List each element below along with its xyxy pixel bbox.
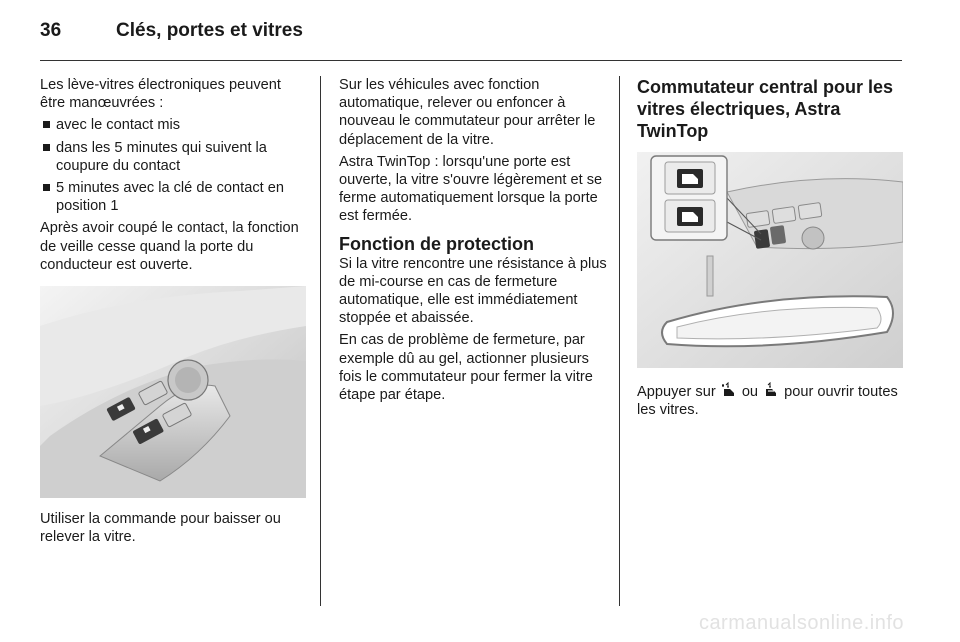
press-text: Appuyer sur (637, 384, 716, 400)
central-switch-illustration (637, 152, 903, 368)
list-item: avec le contact mis (40, 116, 306, 134)
column-1 (40, 76, 306, 550)
twintop-paragraph: Astra TwinTop : lorsqu'une porte est ouverte, la vitre s'ouvre légèrement et se ferme automatiquement lorsque la porte est fermée. (339, 153, 603, 225)
window-4-rear-icon (763, 382, 779, 398)
page-number: 36 (40, 20, 62, 41)
watermark: carmanualsonline.info (698, 612, 904, 634)
window-4-front-icon (721, 382, 737, 398)
page-title: Clés, portes et vitres (116, 20, 303, 41)
illustration-caption: Utiliser la commande pour baisser ou relever la vitre. (40, 511, 281, 546)
or-text: ou (741, 384, 759, 400)
column-divider-2 (619, 76, 620, 606)
column-3 (637, 76, 903, 423)
list-item: dans les 5 minutes qui suivent la coupure du contact (40, 139, 306, 175)
list-item: 5 minutes avec la clé de contact en position 1 (40, 179, 306, 215)
column-2 (339, 76, 607, 408)
standby-paragraph: Après avoir coupé le contact, la fonction de veille cesse quand la porte du conducteur est ouverte. (40, 220, 299, 273)
protection-heading: Fonction de protection (339, 233, 534, 254)
door-window-switch-illustration (40, 286, 306, 498)
column-divider-1 (320, 76, 321, 606)
central-switch-heading: Commutateur central pour les vitres électriques, Astra TwinTop (637, 77, 894, 141)
central-switch-paragraph (637, 382, 903, 419)
open-windows-text: pour ouvrir toutes les vitres. (637, 384, 898, 419)
frost-paragraph: En cas de problème de fermeture, par exemple dû au gel, actionner plusieurs fois le commutateur pour fermer la vitre étape par étape. (339, 332, 593, 404)
intro-paragraph: Les lève-vitres électroniques peuvent être manœuvrées : (40, 77, 281, 112)
auto-function-paragraph: Sur les véhicules avec fonction automatique, relever ou enfoncer à nouveau le commutateur pour arrêter le déplacement de la vitre. (339, 77, 596, 148)
header-rule (40, 60, 902, 61)
protection-paragraph: Si la vitre rencontre une résistance à plus de mi-course en cas de fermeture automatique, elle est immédiatement stoppée et abaissée. (339, 255, 607, 327)
conditions-list (40, 116, 306, 215)
